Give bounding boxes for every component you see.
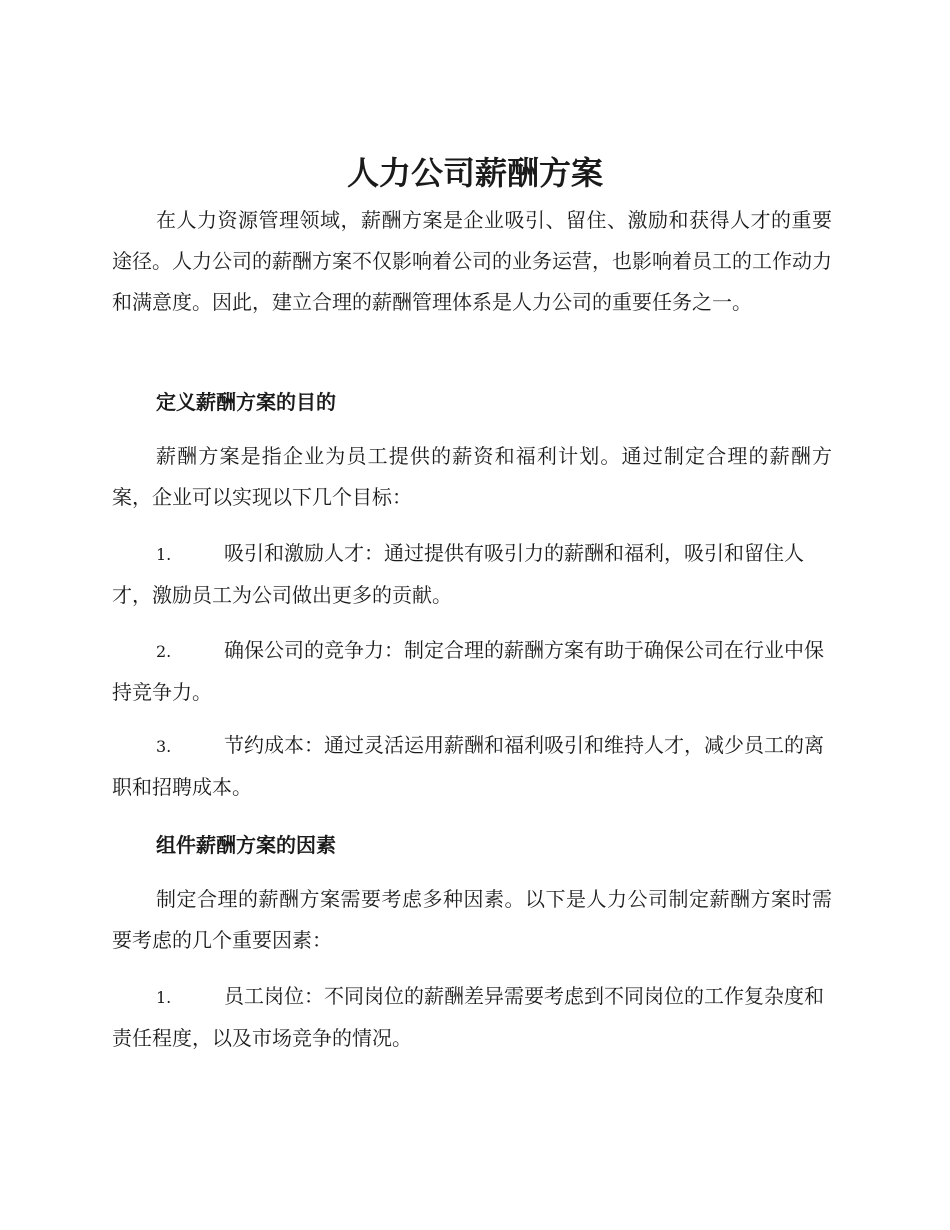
section-paragraph-purpose: 薪酬方案是指企业为员工提供的薪资和福利计划。通过制定合理的薪酬方案，企业可以实现以下几个目标： — [112, 444, 832, 509]
list-item-text: 吸引和激励人才：通过提供有吸引力的薪酬和福利，吸引和留住人才，激励员工为公司做出更多的贡献。 — [112, 541, 804, 607]
list-item-number: 3. — [156, 737, 172, 756]
list-item-number: 1. — [156, 545, 172, 564]
list-item-text: 确保公司的竞争力：制定合理的薪酬方案有助于确保公司在行业中保持竞争力。 — [112, 638, 824, 704]
list-item-number: 2. — [156, 642, 172, 661]
document-title: 人力公司薪酬方案 — [346, 154, 603, 192]
section-heading-purpose: 定义薪酬方案的目的 — [156, 390, 336, 414]
list-item — [112, 725, 832, 808]
section-heading-factors: 组件薪酬方案的因素 — [156, 833, 336, 857]
list-item-number: 1. — [156, 988, 172, 1007]
list-item — [112, 630, 832, 713]
list-item-text: 节约成本：通过灵活运用薪酬和福利吸引和维持人才，减少员工的离职和招聘成本。 — [112, 733, 824, 799]
list-item — [112, 533, 832, 616]
list-item — [112, 976, 832, 1059]
section-paragraph-factors: 制定合理的薪酬方案需要考虑多种因素。以下是人力公司制定薪酬方案时需要考虑的几个重要因素： — [112, 887, 832, 952]
list-item-text: 员工岗位：不同岗位的薪酬差异需要考虑到不同岗位的工作复杂度和责任程度，以及市场竞争的情况。 — [112, 984, 824, 1050]
intro-paragraph: 在人力资源管理领域，薪酬方案是企业吸引、留住、激励和获得人才的重要途径。人力公司的薪酬方案不仅影响着公司的业务运营，也影响着员工的工作动力和满意度。因此，建立合理的薪酬管理体系是人力公司的重要任务之一。 — [112, 208, 832, 314]
